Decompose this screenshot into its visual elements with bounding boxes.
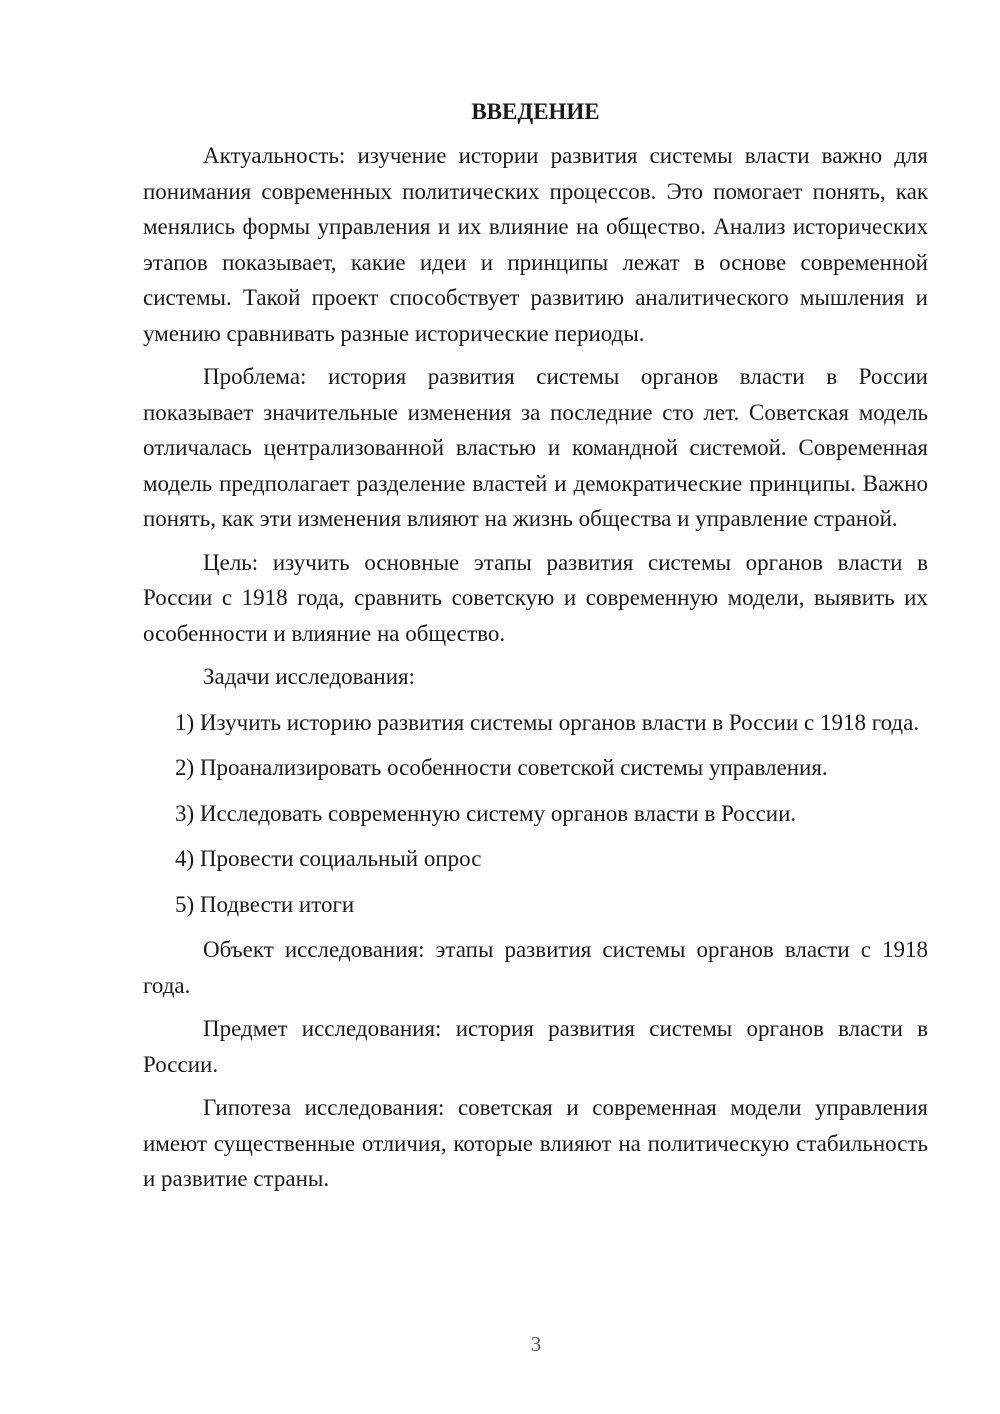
- task-list: [143, 705, 928, 923]
- paragraph-goal: Цель: изучить основные этапы развития системы органов власти в России с 1918 года, сравнить советскую и современную модели, выявить их особенности и влияние на общество.: [143, 549, 928, 646]
- task-item-4: 4) Провести социальный опрос: [175, 846, 482, 871]
- tasks-label: Задачи исследования:: [203, 664, 416, 689]
- paragraph-hypothesis: Гипотеза исследования: советская и современная модели управления имеют существенные отличия, которые влияют на политическую стабильность и развитие страны.: [143, 1095, 928, 1191]
- task-item-3: 3) Исследовать современную систему органов власти в России.: [175, 800, 797, 826]
- task-item-1: 1) Изучить историю развития системы органов власти в России с 1918 года.: [175, 709, 920, 735]
- paragraph-problem: Проблема: история развития системы органов власти в России показывает значительные изменения за последние сто лет. Советская модель отличалась централизованной властью и командной системой. Современная модель предполагает разделение властей и демократические принципы. Важно понять, как эти изменения влияют на жизнь общества и управление страной.: [143, 364, 928, 531]
- section-title: ВВЕДЕНИЕ: [471, 99, 600, 124]
- page-number: 3: [530, 1332, 542, 1356]
- paragraph-relevance: Актуальность: изучение истории развития системы власти важно для понимания современных политических процессов. Это помогает понять, как менялись формы управления и их влияние на общество. Анализ исторических этапов показывает, какие идеи и принципы лежат в основе современной системы. Такой проект способствует развитию аналитического мышления и умению сравнивать разные исторические периоды.: [143, 143, 928, 346]
- task-item-5: 5) Подвести итоги: [175, 891, 355, 917]
- paragraph-subject: Предмет исследования: история развития системы органов власти в России.: [143, 1016, 928, 1077]
- task-item-2: 2) Проанализировать особенности советской системы управления.: [175, 755, 828, 780]
- paragraph-object: Объект исследования: этапы развития системы органов власти с 1918 года.: [143, 937, 928, 998]
- page-content: [143, 96, 928, 1205]
